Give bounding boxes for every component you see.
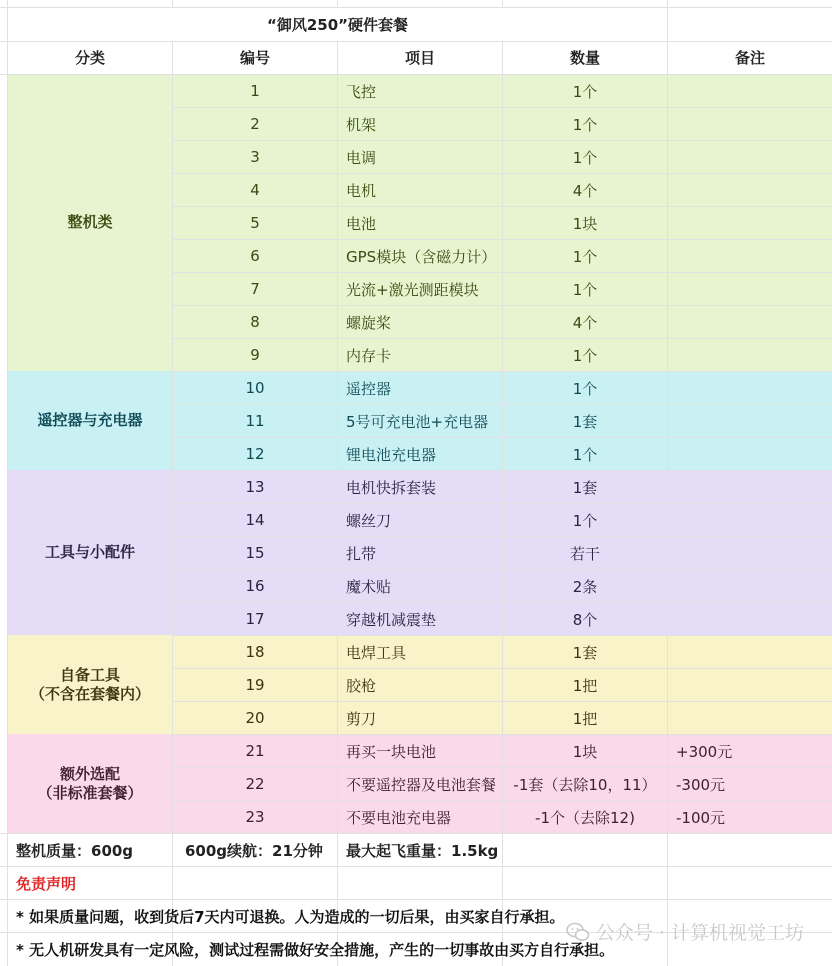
cell-number: 19 bbox=[245, 676, 265, 694]
cell-quantity: -1套（去除10，11） bbox=[513, 775, 657, 794]
cell-number: 16 bbox=[245, 577, 265, 595]
cell-quantity: 1个 bbox=[572, 280, 598, 299]
category-cell bbox=[8, 734, 172, 833]
cell-remarks bbox=[668, 75, 832, 107]
category-cell bbox=[8, 74, 172, 371]
cell-remarks bbox=[668, 702, 832, 734]
cell-number: 2 bbox=[250, 115, 260, 133]
cell-number: 4 bbox=[250, 181, 260, 199]
cell-number: 14 bbox=[245, 511, 265, 529]
cell-remarks bbox=[668, 240, 832, 272]
cell-item: 螺旋桨 bbox=[346, 313, 392, 332]
disclaimer-heading: 免责声明 bbox=[16, 874, 77, 893]
cell-item: 电机 bbox=[346, 181, 377, 200]
category-label-sub: （非标准套餐） bbox=[37, 783, 143, 802]
cell-quantity: 1块 bbox=[572, 214, 598, 233]
cell-number: 6 bbox=[250, 247, 260, 265]
cell-item: 螺丝刀 bbox=[346, 511, 392, 530]
cell-quantity: 1个 bbox=[572, 82, 598, 101]
cell-quantity: 1个 bbox=[572, 445, 598, 464]
cell-number: 21 bbox=[245, 742, 265, 760]
cell-item: 扎带 bbox=[346, 544, 377, 563]
header-remarks: 备注 bbox=[734, 49, 765, 67]
cell-item: 5号可充电池+充电器 bbox=[346, 412, 489, 431]
category-label: 额外选配 bbox=[59, 764, 120, 783]
cell-remarks bbox=[668, 603, 832, 635]
cell-number: 11 bbox=[245, 412, 265, 430]
cell-remarks bbox=[668, 438, 832, 470]
disclaimer-line-1: * 如果质量问题，收到货后7天内可退换。人为造成的一切后果，由买家自行承担。 bbox=[16, 907, 565, 926]
cell-quantity: 1块 bbox=[572, 742, 598, 761]
header-number: 编号 bbox=[239, 49, 270, 67]
cell-item: 电池 bbox=[346, 214, 377, 233]
cell-number: 13 bbox=[245, 478, 265, 496]
cell-item: 剪刀 bbox=[346, 709, 377, 728]
cell-item: 电机快拆套装 bbox=[346, 478, 437, 497]
cell-remarks bbox=[668, 636, 832, 668]
category-label-sub: （不含在套餐内） bbox=[29, 684, 150, 703]
summary-max-takeoff: 最大起飞重量：1.5kg bbox=[346, 841, 499, 860]
cell-item: GPS模块（含磁力计） bbox=[346, 247, 497, 266]
cell-number: 5 bbox=[250, 214, 260, 232]
category-cell bbox=[8, 635, 172, 734]
cell-remarks bbox=[668, 372, 832, 404]
cell-remarks: +300元 bbox=[676, 742, 733, 761]
disclaimer-line-2: * 无人机研发具有一定风险，测试过程需做好安全措施，产生的一切事故由买方自行承担。 bbox=[16, 941, 615, 959]
cell-quantity: 1套 bbox=[572, 412, 598, 431]
cell-remarks bbox=[668, 471, 832, 503]
cell-number: 23 bbox=[245, 808, 265, 826]
summary-mass: 整机质量：600g bbox=[16, 841, 134, 860]
cell-remarks bbox=[668, 339, 832, 371]
summary-endurance: 600g续航：21分钟 bbox=[185, 841, 323, 860]
cell-item: 胶枪 bbox=[346, 676, 377, 695]
cell-item: 光流+激光测距模块 bbox=[346, 280, 479, 299]
category-label: 自备工具 bbox=[59, 665, 120, 684]
cell-item: 锂电池充电器 bbox=[346, 445, 437, 464]
cell-remarks bbox=[668, 537, 832, 569]
cell-quantity: 1个 bbox=[572, 148, 598, 167]
cell-number: 22 bbox=[245, 775, 265, 793]
cell-item: 飞控 bbox=[346, 82, 377, 101]
cell-number: 10 bbox=[245, 379, 265, 397]
cell-number: 20 bbox=[245, 709, 265, 727]
table-title: “御风250”硬件套餐 bbox=[8, 8, 667, 41]
category-label: 遥控器与充电器 bbox=[37, 411, 143, 429]
category-cell bbox=[8, 470, 172, 635]
cell-item: 穿越机减震垫 bbox=[346, 610, 437, 629]
cell-remarks bbox=[668, 108, 832, 140]
cell-item: 再买一块电池 bbox=[346, 742, 437, 761]
header-item: 项目 bbox=[404, 49, 435, 67]
cell-number: 18 bbox=[245, 643, 265, 661]
cell-quantity: 1把 bbox=[572, 709, 598, 728]
cell-quantity: 1个 bbox=[572, 511, 598, 530]
wechat-icon bbox=[566, 922, 590, 942]
cell-quantity: -1个（去除12) bbox=[535, 808, 635, 827]
cell-quantity: 4个 bbox=[572, 181, 598, 200]
cell-item: 遥控器 bbox=[346, 379, 392, 398]
cell-quantity: 1个 bbox=[572, 379, 598, 398]
cell-quantity: 8个 bbox=[572, 610, 598, 629]
cell-remarks bbox=[668, 306, 832, 338]
cell-quantity: 2条 bbox=[572, 577, 598, 596]
cell-number: 17 bbox=[245, 610, 265, 628]
cell-remarks bbox=[668, 570, 832, 602]
header-category: 分类 bbox=[74, 49, 105, 67]
cell-quantity: 若干 bbox=[569, 544, 600, 563]
watermark-text: 公众号 · 计算机视觉工坊 bbox=[595, 922, 804, 944]
cell-item: 电调 bbox=[346, 148, 377, 167]
cell-quantity: 1个 bbox=[572, 115, 598, 134]
cell-quantity: 1把 bbox=[572, 676, 598, 695]
header-quantity: 数量 bbox=[569, 49, 600, 67]
cell-remarks bbox=[668, 405, 832, 437]
category-label: 工具与小配件 bbox=[44, 543, 135, 561]
cell-number: 9 bbox=[250, 346, 260, 364]
cell-number: 7 bbox=[250, 280, 260, 298]
cell-remarks: -300元 bbox=[676, 775, 726, 794]
cell-item: 机架 bbox=[346, 115, 377, 134]
cell-quantity: 4个 bbox=[572, 313, 598, 332]
cell-number: 8 bbox=[250, 313, 260, 331]
cell-item: 不要遥控器及电池套餐 bbox=[346, 775, 497, 794]
cell-item: 魔术贴 bbox=[346, 577, 392, 596]
cell-quantity: 1个 bbox=[572, 346, 598, 365]
cell-quantity: 1套 bbox=[572, 643, 598, 662]
cell-item: 电焊工具 bbox=[346, 643, 407, 662]
cell-remarks bbox=[668, 669, 832, 701]
cell-number: 3 bbox=[250, 148, 260, 166]
cell-remarks bbox=[668, 174, 832, 206]
cell-quantity: 1个 bbox=[572, 247, 598, 266]
cell-remarks bbox=[668, 141, 832, 173]
cell-remarks: -100元 bbox=[676, 808, 726, 827]
category-label: 整机类 bbox=[67, 213, 113, 231]
category-cell bbox=[8, 371, 172, 470]
cell-number: 15 bbox=[245, 544, 265, 562]
cell-remarks bbox=[668, 504, 832, 536]
cell-remarks bbox=[668, 273, 832, 305]
cell-number: 1 bbox=[250, 82, 260, 100]
watermark bbox=[566, 918, 804, 945]
cell-quantity: 1套 bbox=[572, 478, 598, 497]
cell-number: 12 bbox=[245, 445, 265, 463]
cell-item: 内存卡 bbox=[346, 346, 392, 365]
cell-remarks bbox=[668, 207, 832, 239]
cell-item: 不要电池充电器 bbox=[346, 808, 452, 827]
